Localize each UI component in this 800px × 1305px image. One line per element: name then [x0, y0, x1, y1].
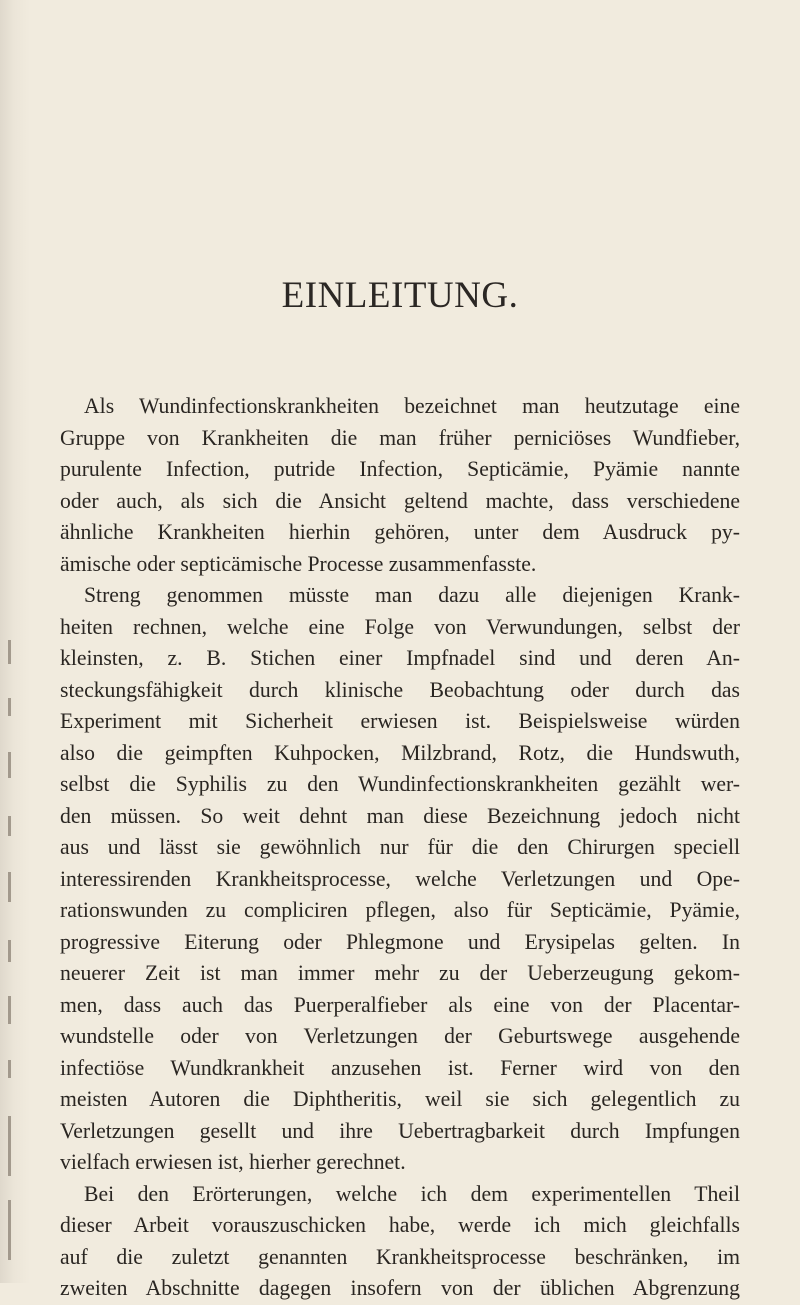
text-line: ämische oder septicämische Processe zusammenfasste. [60, 551, 537, 576]
text-line: Experiment mit Sicherheit erwiesen ist. Beispielsweise würden [60, 709, 740, 733]
text-line: kleinsten, z. B. Stichen einer Impfnadel sind und deren An- [60, 646, 740, 670]
body-text [60, 391, 740, 1305]
text-line: heiten rechnen, welche eine Folge von Verwundungen, selbst der [60, 614, 740, 639]
text-line: auf die zuletzt genannten Krankheitsprocesse beschränken, im [60, 1244, 740, 1269]
text-line: Gruppe von Krankheiten die man früher perniciöses Wundfieber, [60, 425, 740, 450]
text-line: progressive Eiterung oder Phlegmone und Erysipelas gelten. In [60, 929, 740, 954]
text-line: rationswunden zu compliciren pflegen, also für Septicämie, Pyämie, [60, 898, 740, 922]
text-line: Als Wundinfectionskrankheiten bezeichnet man heutzutage eine [84, 394, 740, 418]
text-line: meisten Autoren die Diphtheritis, weil sie sich gelegentlich zu [60, 1087, 740, 1111]
text-line: neuerer Zeit ist man immer mehr zu der Ueberzeugung gekom- [60, 961, 740, 985]
text-line: purulente Infection, putride Infection, Septicämie, Pyämie nannte [60, 457, 740, 481]
text-line: also die geimpften Kuhpocken, Milzbrand, Rotz, die Hundswuth, [60, 740, 740, 765]
text-line: oder auch, als sich die Ansicht geltend machte, dass verschiedene [60, 488, 740, 513]
text-line: dieser Arbeit vorauszuschicken habe, werde ich mich gleichfalls [60, 1213, 740, 1237]
text-line: selbst die Syphilis zu den Wundinfectionskrankheiten gezählt wer- [60, 772, 740, 796]
text-line: Bei den Erörterungen, welche ich dem experimentellen Theil [84, 1181, 740, 1206]
text-line: vielfach erwiesen ist, hierher gerechnet. [60, 1150, 406, 1174]
text-line: aus und lässt sie gewöhnlich nur für die den Chirurgen speciell [60, 835, 740, 859]
text-line: zweiten Abschnitte dagegen insofern von der üblichen Abgrenzung [60, 1276, 740, 1300]
chapter-heading: EINLEITUNG. [281, 275, 519, 316]
gutter-shadow [8, 640, 14, 1260]
text-line: steckungsfähigkeit durch klinische Beobachtung oder durch das [60, 677, 740, 702]
text-line: den müssen. So weit dehnt man diese Bezeichnung jedoch nicht [60, 803, 740, 828]
text-line: Verletzungen gesellt und ihre Uebertragbarkeit durch Impfungen [60, 1118, 740, 1143]
text-line: Streng genommen müsste man dazu alle diejenigen Krank- [84, 583, 740, 607]
text-line: men, dass auch das Puerperalfieber als eine von der Placentar- [60, 992, 740, 1017]
text-line: wundstelle oder von Verletzungen der Geburtswege ausgehende [60, 1024, 740, 1048]
text-line: ähnliche Krankheiten hierhin gehören, unter dem Ausdruck py- [60, 520, 740, 544]
text-line: interessirenden Krankheitsprocesse, welche Verletzungen und Ope- [60, 866, 740, 891]
text-line: infectiöse Wundkrankheit anzusehen ist. Ferner wird von den [60, 1055, 740, 1080]
